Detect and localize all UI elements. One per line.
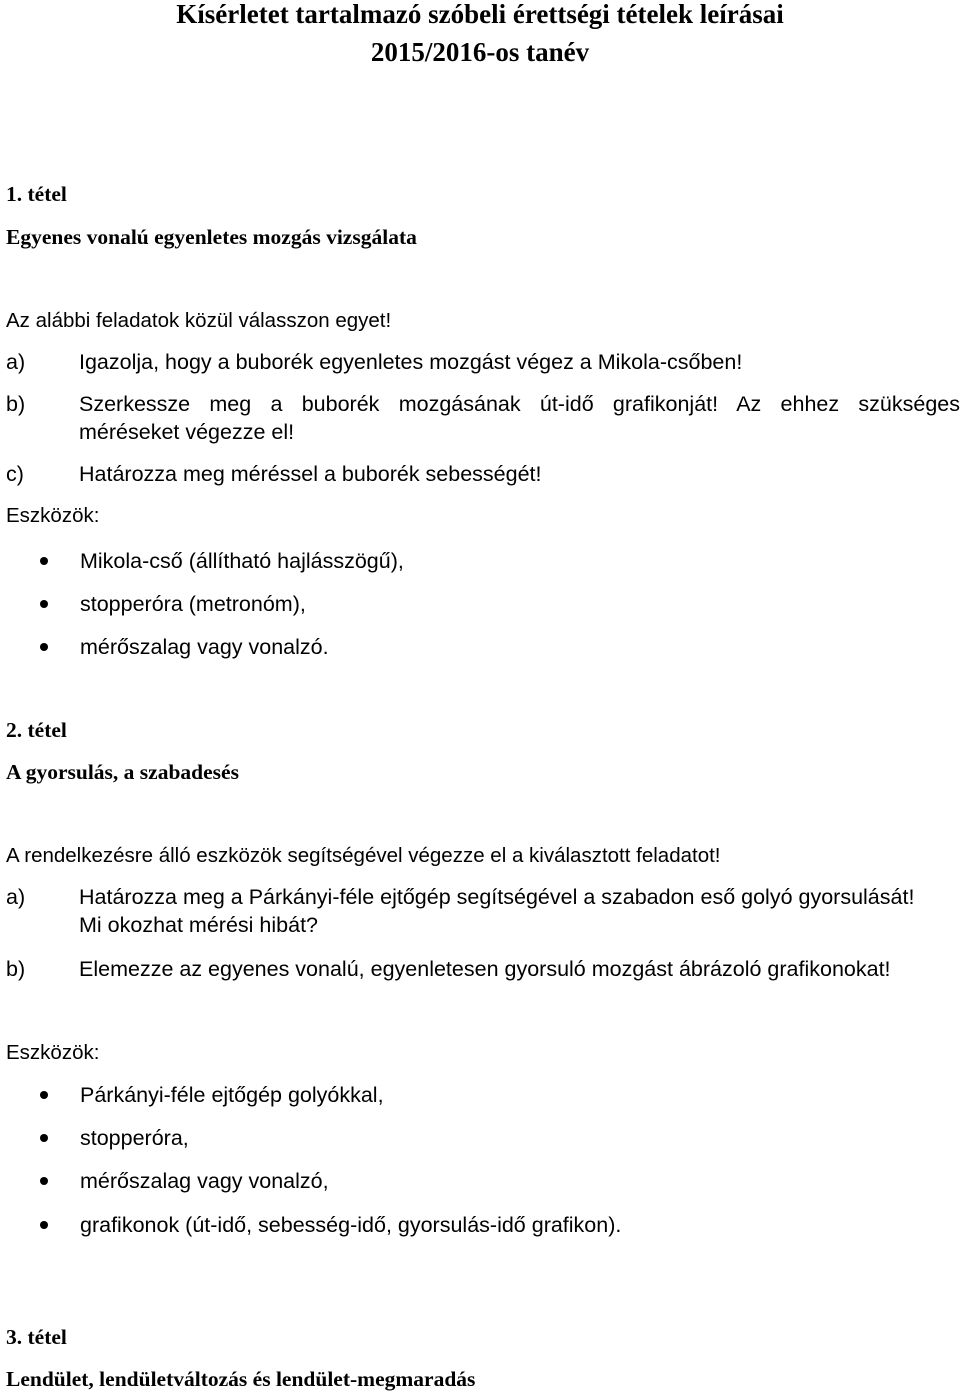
task-text: Határozza meg méréssel a buborék sebességét! xyxy=(79,462,542,486)
section-1-heading: Egyenes vonalú egyenletes mozgás vizsgálata xyxy=(6,225,417,249)
task-text-continued: méréseket végezze el! xyxy=(79,420,295,444)
tool-text: Mikola-cső (állítható hajlásszögű), xyxy=(80,549,404,573)
bullet-icon xyxy=(40,1091,48,1099)
bullet-icon xyxy=(40,1134,48,1142)
section-3-number: 3. tétel xyxy=(6,1325,67,1349)
section-1-tools-label: Eszközök: xyxy=(6,504,100,527)
task-mark: a) xyxy=(6,350,26,374)
bullet-icon xyxy=(40,1177,48,1185)
task-mark: b) xyxy=(6,392,26,416)
task-text: Szerkessze meg a buborék mozgásának út-idő grafikonját! Az ehhez szükséges xyxy=(79,392,960,416)
task-text: Igazolja, hogy a buborék egyenletes mozgást végez a Mikola-csőben! xyxy=(79,350,743,374)
task-text-continued: Mi okozhat mérési hibát? xyxy=(79,913,318,937)
document-title: Kísérletet tartalmazó szóbeli érettségi tételek leírásai xyxy=(176,0,784,29)
task-text: Elemezze az egyenes vonalú, egyenletesen gyorsuló mozgást ábrázoló grafikonokat! xyxy=(79,957,891,981)
section-2-tools-label: Eszközök: xyxy=(6,1041,100,1064)
task-mark: b) xyxy=(6,957,26,981)
task-text: Határozza meg a Párkányi-féle ejtőgép segítségével a szabadon eső golyó gyorsulását! xyxy=(79,885,915,909)
section-2-intro: A rendelkezésre álló eszközök segítségével végezze el a kiválasztott feladatot! xyxy=(6,844,721,867)
section-2-number: 2. tétel xyxy=(6,718,67,742)
section-1-intro: Az alábbi feladatok közül válasszon egyet! xyxy=(6,309,392,332)
tool-text: mérőszalag vagy vonalzó. xyxy=(80,635,329,659)
bullet-icon xyxy=(40,643,48,651)
tool-text: mérőszalag vagy vonalzó, xyxy=(80,1169,329,1193)
tool-text: Párkányi-féle ejtőgép golyókkal, xyxy=(80,1083,384,1107)
tool-text: stopperóra, xyxy=(80,1126,189,1150)
bullet-icon xyxy=(40,557,48,565)
section-2-task-a xyxy=(6,883,960,939)
task-mark: a) xyxy=(6,885,26,909)
bullet-icon xyxy=(40,600,48,608)
section-1-task-b xyxy=(6,390,960,446)
document-subtitle: 2015/2016-os tanév xyxy=(370,37,590,67)
tool-text: grafikonok (út-idő, sebesség-idő, gyorsulás-idő grafikon). xyxy=(80,1213,622,1237)
section-3-heading: Lendület, lendületváltozás és lendület-megmaradás xyxy=(6,1367,476,1391)
task-mark: c) xyxy=(6,462,24,486)
section-2-heading: A gyorsulás, a szabadesés xyxy=(6,760,239,784)
section-1-number: 1. tétel xyxy=(6,182,67,206)
tool-text: stopperóra (metronóm), xyxy=(80,592,306,616)
bullet-icon xyxy=(40,1221,48,1229)
